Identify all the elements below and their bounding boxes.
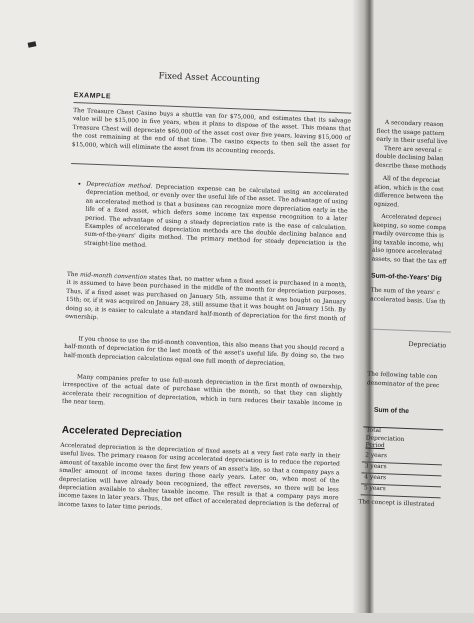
right-block-3 [372,213,449,267]
table-row: 2 years [362,451,442,465]
right-line: All of the depreciat [382,175,441,185]
table-title: Sum of the [373,406,410,416]
mid-month-lead: The [66,271,81,279]
right-line: keeping, so some compa [372,222,447,231]
mid-month-paragraph-2: If you choose to use the mid-month convention, this also means that you should record a half-month of depreciation for the last month of the asset's useful life. By doing so, the two half-month depreciation calculations equal one full month of depreciation. [63,336,345,368]
right-line: ognized. [373,201,400,209]
bullet-text: Depreciation expense can be calculated using an accelerated depreciation method, or evenly over the useful life of the asset. The advantage of using an accelerated method is that a business can recognize more depreciation early in the life of a fixed asset, which defers some income tax expense recognition to a later period. The advantage of using a steady depreciation rate is the ease of calculation. Examples of accelerated depreciation methods are the double declining balance and sum-of-the-years' digits method. The primary method for steady depreciation is the straight-line method. [83,184,349,249]
section-heading-accelerated: Accelerated Depreciation [61,424,183,441]
heading-sum-of-years-digits: Sum-of-the-Years' Dig [370,272,442,283]
right-line: describe these methods [375,162,447,172]
right-block-4 [370,287,446,307]
right-line: ing taxable income, whi [372,239,444,249]
right-line: There are several c [383,145,442,154]
table-header-line: Total [365,427,381,435]
formula-rule [371,329,451,333]
right-block-1 [375,119,448,173]
bullet-term: Depreciation method. [86,181,153,191]
full-month-paragraph: Many companies prefer to use full-month depreciation in the first month of ownership, irrespective of the actual date of purchase within the month, so that they can slightly accelerate their recognition of depreciation, which in turn reduces their taxable income in the near term. [61,374,343,408]
table-header-line: Depreciation [365,435,405,443]
accelerated-paragraph: Accelerated depreciation is the depreciation of fixed assets at a very fast rate early in their useful lives. The primary reason for using accelerated depreciation is to reduce the reported amount of taxable income over the first few years of an asset's life, so that a company pays a smaller amount of income taxes during those early years. Later on, when most of the depreciation will have already been recognized, the effect reverses, so there will be less depreciation available to shelter taxable income. The result is that a company pays more income taxes in later years. Thus, the net effect of accelerated depreciation is the deferral of income taxes to later time periods. [57,442,341,512]
table-row: 4 years [361,473,441,487]
mid-month-paragraph [65,271,347,332]
table-row: 5 years [361,484,441,498]
right-line: double declining balan [375,154,444,163]
right-block-5 [367,370,440,390]
depreciation-method-bullet [77,180,349,258]
right-line: denominator of the prec [366,380,440,389]
right-line: The following table con [367,371,438,381]
table-row: 3 years [361,462,441,476]
example-text: The Treasure Chest Casino buys a shuttle van for $75,000, and estimates that its salvage value will be $15,000 in five years, when it plans to dispose of the asset. This means that Treasure Chest will depreciate $60,000 of the asset cost over five years, leaving $15,000 of the cost remaining at the end of that time. The casino expects to then sell the asset for $15,000, which will eliminate the asset from its accounting records. [71,107,352,156]
right-line: difference between the [374,192,444,202]
right-block-2 [374,175,444,212]
right-line: The sum of the years' c [370,287,440,297]
example-bottom-rule [71,163,349,175]
right-line: Accelerated depreci [381,213,442,223]
sum-of-years-table [361,426,444,498]
mid-month-text: states that, no matter when a fixed asset is purchased in a month, it is assumed to have been purchased in the middle of the month for depreciation purposes. Thus, if a fixed asset was purchased on January 5th, assume that it was bought on January 15th; or, if it was acquired on January 28, still assume that it was bought on January 15th. By doing so, it is easier to calculate a standard half-month of depreciation for the first month of ownership. [65,274,347,323]
table-header-line: Period [365,442,385,450]
right-line: readily overcome this is [372,230,445,240]
right-line: also ignore accelerated [371,247,443,257]
right-line: early in their useful live [376,136,448,146]
formula-label: Depreciatio [408,340,447,350]
right-line: flect the usage pattern [376,128,445,137]
page-header: Fixed Asset Accounting [158,71,261,86]
table-header-cell [362,427,443,454]
right-line: ation, which is the cost [374,184,444,193]
example-label: EXAMPLE [73,92,112,101]
right-line: accelerated basis. Use th [370,296,446,306]
bullet-dot: • [77,180,82,189]
right-line: A secondary reason [384,119,444,129]
mid-month-term: mid-month convention [79,272,148,281]
right-footer-line: The concept is illustrated [358,499,435,509]
right-line: assets, so that the tax eff [371,256,447,266]
